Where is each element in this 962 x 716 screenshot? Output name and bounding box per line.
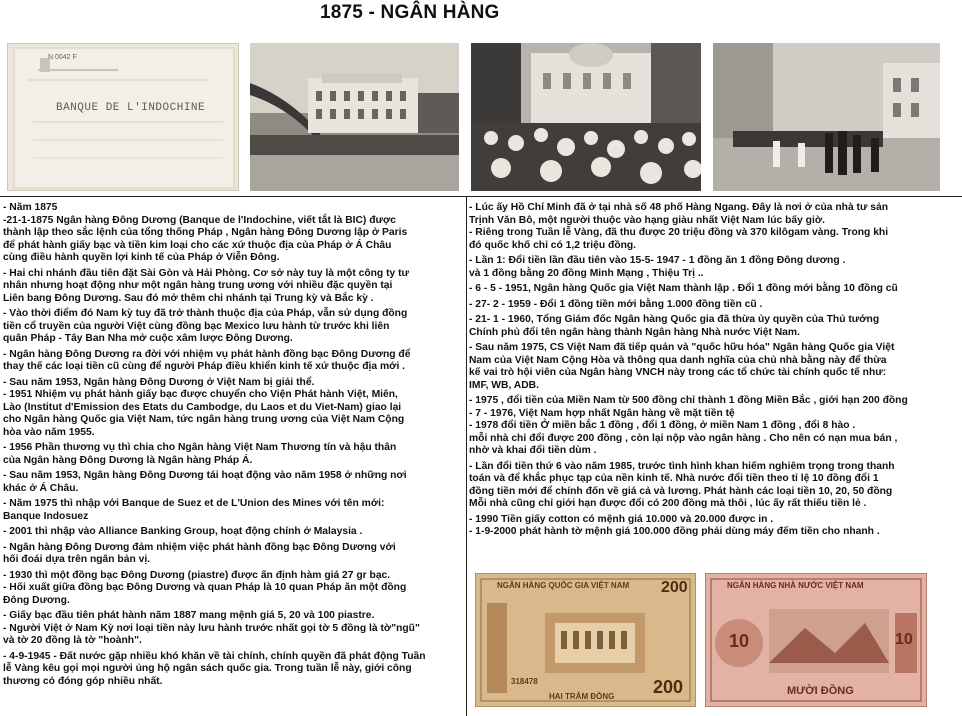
right-paragraph [469,514,959,539]
banknote-10-header: NGÂN HÀNG NHÀ NƯỚC VIỆT NAM [727,581,864,590]
divider-vertical [466,197,467,716]
right-paragraph [469,299,959,312]
left-line: hòa vào năm 1955. [3,426,95,438]
banknote-200-header: NGÂN HÀNG QUỐC GIA VIỆT NAM [497,581,630,590]
left-line: - 1951 Nhiệm vụ phát hành giấy bạc được chuyển cho Viện Phát hành Việt, Miên, [3,389,398,400]
left-line: - Ngân hàng Đông Dương ra đời với nhiệm vụ phát hành đồng bạc Đông Dương để [3,348,411,360]
left-paragraph [3,470,465,495]
banknote-200-serial: 318478 [511,677,538,686]
left-paragraph [3,442,465,467]
left-line: khác ở Á Châu. [3,482,79,494]
right-line: và 1 đồng bằng 20 đồng Minh Mạng , Thiệu Trị .. [469,267,704,279]
left-paragraph [3,498,465,523]
check-drawing [8,44,239,191]
left-line: - Ngân hàng Đông Dương đảm nhiệm việc phát hành đồng bạc Đông Dương với [3,541,396,553]
right-line: - Lần 1: Đổi tiền lần đầu tiên vào 15-5- 1947 - 1 đồng ăn 1 đồng Đông dương . [469,255,846,266]
left-line: lễ Vàng kêu gọi mọi người ủng hộ ngân sách quốc gia. Trong tuần lễ này, giới công [3,663,412,674]
right-line: đó quốc khố chỉ có 1,2 triệu đồng. [469,239,637,251]
right-line: toán và để khắc phục tạp của nền kinh tế. Nhà nước đổi tiền theo tỉ lệ 10 đồng đổi 1 [469,473,879,484]
left-line: - 4-9-1945 - Đất nước gặp nhiều khó khăn về tài chính, chính quyền đã phát động Tuần [3,650,426,662]
left-line: tiền cổ truyền của người Việt cùng đồng bạc Mexico lưu hành từ trước khi liên [3,320,390,332]
banknote-10-value-right: 10 [895,631,913,648]
right-line: - 1-9-2000 phát hành tờ mệnh giá 100.000 đồng phải dùng máy đếm tiền cho nhanh . [469,526,880,537]
right-line: - 1978 đổi tiền Ở miền bắc 1 đồng , đổi 1 đồng, ở miền Nam 1 đồng , đổi 8 hào . [469,420,856,431]
crowd-bank-drawing [471,43,701,191]
left-line: - Vào thời điểm đó Nam kỳ tuy đã trở thành thuộc địa của Pháp, vẫn sử dụng đồng [3,308,408,319]
banknote-200-words: HAI TRĂM ĐỒNG [549,692,615,701]
banknote-200-value-bottom: 200 [653,677,684,697]
banknote-200-image [475,573,696,707]
crowd-bank-photo [471,43,701,191]
left-line: nhân nhưng hoạt động như một ngân hàng trung ương với nhiều đặc quyền tại [3,280,393,291]
left-line: hối đoái dựa trên ngân bản vị. [3,554,151,565]
left-line: Liên bang Đông Dương. Sau đó mở thêm chi nhánh tại Trung kỳ và Bắc kỳ . [3,292,374,304]
left-line: -21-1-1875 Ngân hàng Đông Dương (Banque de l'Indochine, viết tắt là BIC) được [3,214,397,226]
right-line: IMF, WB, ADB. [469,379,539,391]
left-paragraph [3,268,465,306]
right-paragraph [469,283,959,296]
check-image [7,43,239,191]
right-line: - Lúc ấy Hồ Chí Minh đã ở tại nhà số 48 phố Hàng Ngang. Đây là nơi ở của nhà tư sản [469,202,889,213]
right-line: nhờ và khai đổi tiền dùm . [469,445,597,456]
left-line: Đông Dương. [3,594,70,606]
right-line: - 6 - 5 - 1951, Ngân hàng Quốc gia Việt Nam thành lập . Đổi 1 đồng mới bằng 10 đồng cũ [469,283,898,294]
right-line: - Lần đổi tiền thứ 6 vào năm 1985, trước tình hình khan hiếm nghiêm trọng trong thanh [469,460,895,472]
right-line: - Riêng trong Tuần lễ Vàng, đã thu được 20 triệu đồng và 370 kilôgam vàng. Trong khi [469,227,889,238]
left-line: thành lập theo sắc lệnh của tổng thống Pháp , Ngân hàng Đông Dương lập ở Paris [3,227,408,238]
left-paragraph [3,570,465,608]
left-paragraph [3,202,465,265]
bank-building-drawing [250,43,459,191]
left-line: cùng điều hành quyền lợi kinh tế của Pháp ở Viễn Đông. [3,252,280,263]
left-line: - Hối xuất giữa đồng bạc Đông Dương và quan Pháp là 10 quan Pháp ăn một đồng [3,582,407,593]
right-line: Mỗi nhà cũng chỉ giới hạn được đổi có 200 đồng mà thôi , lúc ấy rất thiếu tiền lẻ . [469,498,867,509]
left-line: - Năm 1875 [3,202,58,213]
right-line: kế vai trò hội viên của Ngân hàng VNCH này trong các tổ chức tài chính quốc tế như: [469,367,887,378]
right-paragraph [469,342,959,392]
left-line: của Ngân hàng Đông Dương là Ngân hàng Pháp Á. [3,454,253,466]
right-line: Chính phủ đổi tên ngân hàng thành Ngân hàng Nhà nước Việt Nam. [469,326,800,338]
right-line: - 1975 , đổi tiền của Miền Nam từ 500 đồng chỉ thành 1 đồng Miền Bắc , giới hạn 200 đồng [469,395,908,406]
left-line: - Sau năm 1953, Ngân hàng Đông Dương tái hoạt động vào năm 1958 ở những nơi [3,470,407,481]
banknote-10-image [705,573,927,707]
right-line: đồng tiền mới để chính đốn về giá cả và lương. Phát hành các loại tiền 10, 20, 50 đồng [469,485,893,497]
right-paragraph [469,255,959,280]
street-crowd-drawing [713,43,940,191]
left-line: - Giấy bạc đầu tiên phát hành năm 1887 mang mệnh giá 5, 20 và 100 piastre. [3,610,375,621]
left-line: Banque Indosuez [3,510,89,522]
left-line: quân Pháp - Tây Ban Nha mở cuộc xâm lược Đông Dương. [3,333,293,344]
left-line: - Sau năm 1953, Ngân hàng Đông Dương ở Việt Nam bị giải thể. [3,376,315,388]
check-bank-name: BANQUE DE L'INDOCHINE [56,102,206,114]
left-paragraph [3,526,465,539]
left-line: thương có đóng góp nhiều nhất. [3,675,163,687]
left-line: thay thế các loại tiền cũ cùng để người Pháp điều khiển kinh tế xứ thuộc địa mới . [3,361,406,372]
right-paragraph [469,461,959,511]
left-line: - 1930 thì một đồng bạc Đông Dương (piastre) được ấn định hàm giá 27 gr bạc. [3,569,391,581]
left-paragraph [3,377,465,440]
left-paragraph [3,308,465,346]
right-column-text [469,202,959,542]
right-line: - 21- 1 - 1960, Tổng Giám đốc Ngân hàng Quốc gia đã thừa ủy quyền của Thủ tướng [469,314,880,325]
right-paragraph [469,395,959,458]
left-line: Lào (Institut d'Emission des Etats du Cambodge, du Laos et du Viet-Nam) giao lại [3,401,402,413]
right-line: Nam của Việt Nam Cộng Hòa và thông qua danh nghĩa của chủ nhà bằng này để thừa [469,354,887,366]
right-line: - 7 - 1976, Việt Nam hợp nhất Ngân hàng về mặt tiền tệ [469,407,735,419]
right-line: Trịnh Văn Bô, một người thuộc vào hạng giàu nhất Việt Nam lúc bấy giờ. [469,214,826,226]
left-line: để phát hành giấy bạc và tiền kim loại cho các xứ thuộc địa của Pháp ở Á Châu [3,239,392,251]
left-paragraph [3,651,465,689]
right-line: - 1990 Tiền giấy cotton có mệnh giá 10.000 và 20.000 được in . [469,513,774,525]
right-line: - Sau năm 1975, CS Việt Nam đã tiếp quản và "quốc hữu hóa" Ngân hàng Quốc gia Việt [469,342,895,353]
right-line: - 27- 2 - 1959 - Đổi 1 đồng tiền mới bằng 1.000 đồng tiền cũ . [469,298,763,310]
right-line: mỗi nhà chỉ đổi được 200 đồng , còn lại nộp vào ngân hàng . Cho nên có nạn mua bán , [469,432,898,444]
banknote-10-words: MƯỜI ĐỒNG [787,685,854,697]
right-paragraph [469,314,959,339]
left-line: cho Ngân hàng Quốc gia Việt Nam, tức ngân hàng trung ương của Việt Nam Cộng [3,414,405,425]
left-line: - Hai chi nhánh đầu tiên đặt Sài Gòn và Hải Phòng. Cơ sở này tuy là một công ty tư [3,267,409,279]
left-paragraph [3,542,465,567]
street-crowd-photo [713,43,940,191]
left-line: - Năm 1975 thì nhập với Banque de Suez et de L'Union des Mines với tên mới: [3,498,385,509]
divider-horizontal [0,196,962,197]
left-line: - Người Việt ở Nam Kỳ nơi loại tiền này lưu hành trước nhất gọi tờ 5 đồng là tờ"ngũ" [3,622,420,634]
check-serial: N 0042 F [48,54,77,61]
left-paragraph [3,610,465,648]
page-title: 1875 - NGÂN HÀNG [320,2,500,23]
banknote-10-value-left: 10 [729,631,750,651]
left-line: - 2001 thì nhập vào Alliance Banking Group, hoạt động chính ở Malaysia . [3,526,363,537]
left-column-text [3,202,465,691]
left-line: và tờ 20 đồng là tờ "hoành". [3,635,142,646]
left-line: - 1956 Phần thương vụ thì chia cho Ngân hàng Việt Nam Thương tín và hậu thân [3,442,397,453]
right-paragraph [469,202,959,252]
left-paragraph [3,349,465,374]
bank-building-photo [250,43,459,191]
banknote-200-value-top: 200 [661,579,688,596]
